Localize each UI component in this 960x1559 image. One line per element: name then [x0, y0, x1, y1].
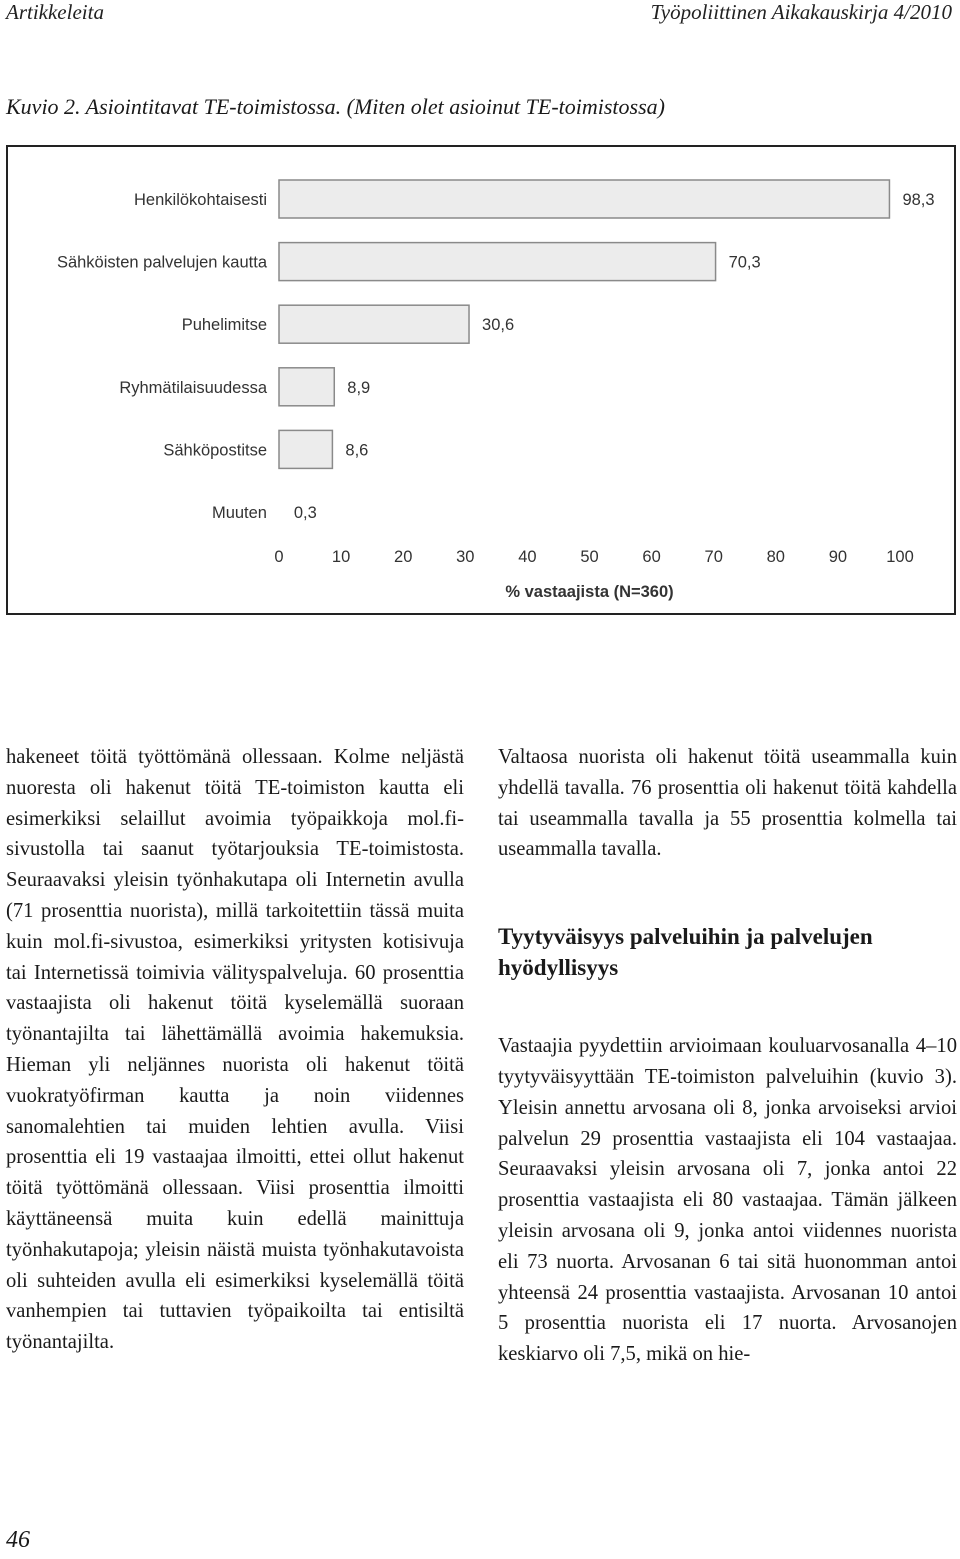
left-paragraph: hakeneet töitä työttömänä ollessaan. Kolme neljästä nuoresta oli hakenut töitä TE-toimiston kautta eli esimerkiksi selaillut avoimia työpaikkoja mol.fi-sivustolla tai saanut työtarjouksia TE-toimistosta. Seuraavaksi yleisin työnhakutapa oli Internetin avulla (71 prosenttia nuorista), millä tarkoitettiin tässä muita kuin mol.fi-sivustoa, esimerkiksi yritysten kotisivuja tai Internetissä toimivia välityspalveluja. 60 prosenttia vastaajista oli hakenut töitä kyselemällä suoraan työnantajilta tai lähettämällä avoimia hakemuksia. Hieman yli neljännes nuorista oli hakenut töitä vuokratyöfirman kautta ja noin viidennes sanomalehtien tai muiden lehtien avulla. Viisi prosenttia eli 19 vastaajaa ilmoitti, ettei ollut hakenut töitä työttömänä ollessaan. Viisi prosenttia ilmoitti käyttäneensä muita kuin edellä mainittuja työnhakutapoja; yleisin näistä muista työnhakutavoista oli suhteiden avulla eli esimerkiksi kyselemällä töitä vanhempien tai tuttavien työpaikoilta tai entisiltä työnantajilta.	[6, 746, 464, 1354]
right-paragraph-2: Vastaajia pyydettiin arvioimaan kouluarvosanalla 4–10 tyytyväisyyttään TE-toimiston palveluihin (kuvio 3). Yleisin annettu arvosana oli 8, jonka arvoiseksi arvioi palvelun 29 prosenttia vastaajista eli 104 vastaajaa. Seuraavaksi yleisin arvosana oli 7, jonka antoi 22 prosenttia vastaajista eli 80 vastaajaa. Tämän jälkeen yleisin arvosana oli 9, jonka antoi viidennes nuorista eli 73 nuorta. Arvosanan 6 tai sitä huonomman antoi yhteensä 24 prosenttia vastaajista. Arvosanan 10 antoi 5 prosenttia nuorista eli 17 nuorta. Arvosanojen keskiarvo oli 7,5, mikä on hie-	[498, 1035, 957, 1366]
category-label: Sähköpostitse	[163, 441, 267, 460]
bar-value-label: 70,3	[728, 253, 761, 272]
x-tick-label: 50	[580, 548, 599, 566]
x-tick-label: 70	[704, 548, 723, 566]
bar-value-label: 0,3	[293, 504, 317, 522]
x-tick-label: 30	[456, 548, 475, 566]
right-paragraph-1: Valtaosa nuorista oli hakenut töitä useammalla kuin yhdellä tavalla. 76 prosenttia oli hakenut töitä kahdella tai useammalla tavalla ja 55 prosenttia kolmella tai useammalla tavalla.	[498, 746, 957, 861]
bar-value-label: 30,6	[482, 316, 515, 335]
page-number: 46	[6, 1527, 30, 1553]
x-tick-label: 90	[828, 548, 848, 566]
running-header-left: Artikkeleita	[6, 0, 104, 24]
x-tick-label: 100	[886, 548, 914, 566]
x-tick-label: 10	[331, 548, 351, 566]
bar	[279, 368, 334, 406]
bar	[279, 430, 332, 468]
bar	[279, 243, 716, 281]
running-header-right: Työpoliittinen Aikakauskirja 4/2010	[650, 0, 952, 24]
x-tick-label: 80	[766, 548, 785, 566]
bar-chart	[8, 147, 954, 613]
bar-value-label: 8,6	[345, 441, 369, 460]
bar	[279, 180, 889, 218]
section-heading: Tyytyväisyys palveluihin ja palvelujen hyödyllisyys	[498, 924, 873, 981]
x-axis-label: % vastaajista (N=360)	[505, 583, 674, 601]
left-column	[6, 742, 464, 1358]
category-label: Puhelimitse	[181, 316, 267, 335]
x-tick-label: 60	[642, 548, 661, 566]
x-tick-label: 40	[518, 548, 537, 566]
bar-value-label: 8,9	[347, 378, 371, 397]
category-label: Henkilökohtaisesti	[134, 191, 267, 209]
x-tick-label: 0	[274, 548, 284, 566]
right-column	[498, 742, 957, 1370]
figure-caption: Kuvio 2. Asiointitavat TE-toimistossa. (Miten olet asioinut TE-toimistossa)	[6, 94, 665, 119]
bar	[279, 305, 469, 343]
category-label: Ryhmätilaisuudessa	[119, 378, 267, 397]
category-label: Sähköisten palvelujen kautta	[56, 253, 267, 272]
bar-value-label: 98,3	[902, 191, 935, 209]
x-tick-label: 20	[394, 548, 413, 566]
chart-frame	[6, 145, 956, 615]
category-label: Muuten	[211, 504, 267, 522]
